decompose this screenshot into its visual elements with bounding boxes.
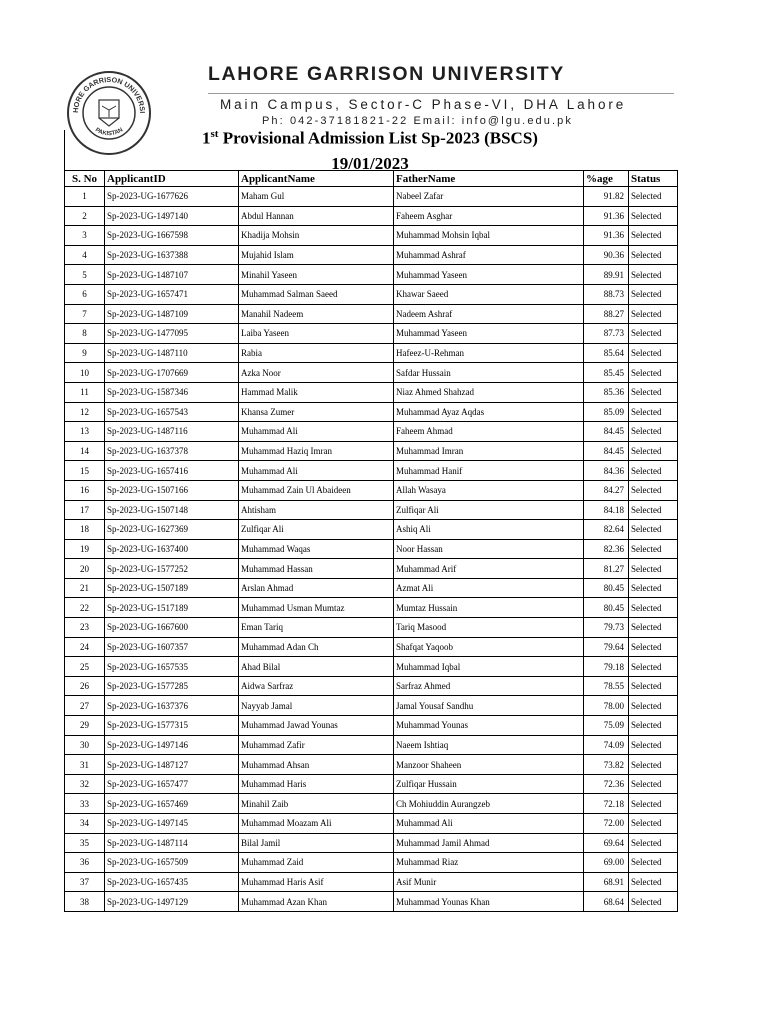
table-row xyxy=(65,618,678,638)
logo-arc-text: HORE GARRISON UNIVERSI xyxy=(70,74,148,114)
cell-sno: 37 xyxy=(65,872,105,892)
cell-status: Selected xyxy=(629,794,678,814)
cell-applicant-id: Sp-2023-UG-1657469 xyxy=(105,794,239,814)
header-status: Status xyxy=(629,171,678,187)
cell-father-name: Zulfiqar Hussain xyxy=(394,774,584,794)
cell-applicant-name: Manahil Nadeem xyxy=(239,304,394,324)
table-row xyxy=(65,657,678,677)
cell-status: Selected xyxy=(629,559,678,579)
cell-applicant-id: Sp-2023-UG-1497129 xyxy=(105,892,239,912)
table-row xyxy=(65,245,678,265)
cell-applicant-id: Sp-2023-UG-1607357 xyxy=(105,637,239,657)
cell-applicant-id: Sp-2023-UG-1657435 xyxy=(105,872,239,892)
cell-percentage: 79.73 xyxy=(584,618,629,638)
cell-applicant-id: Sp-2023-UG-1677626 xyxy=(105,187,239,207)
cell-applicant-name: Azka Noor xyxy=(239,363,394,383)
cell-father-name: Zulfiqar Ali xyxy=(394,500,584,520)
cell-percentage: 78.00 xyxy=(584,696,629,716)
cell-sno: 13 xyxy=(65,422,105,442)
cell-father-name: Azmat Ali xyxy=(394,578,584,598)
cell-percentage: 79.64 xyxy=(584,637,629,657)
table-row xyxy=(65,441,678,461)
cell-father-name: Asif Munir xyxy=(394,872,584,892)
document-date: 19/01/2023 xyxy=(331,154,409,173)
cell-applicant-name: Muhammad Waqas xyxy=(239,539,394,559)
cell-percentage: 90.36 xyxy=(584,245,629,265)
cell-status: Selected xyxy=(629,637,678,657)
cell-status: Selected xyxy=(629,226,678,246)
cell-father-name: Sarfraz Ahmed xyxy=(394,676,584,696)
header-applicant-id: ApplicantID xyxy=(105,171,239,187)
cell-sno: 26 xyxy=(65,676,105,696)
table-row xyxy=(65,206,678,226)
cell-applicant-name: Eman Tariq xyxy=(239,618,394,638)
cell-sno: 33 xyxy=(65,794,105,814)
cell-status: Selected xyxy=(629,441,678,461)
cell-sno: 18 xyxy=(65,520,105,540)
table-row xyxy=(65,814,678,834)
cell-applicant-name: Muhammad Ahsan xyxy=(239,755,394,775)
cell-applicant-name: Ahad Bilal xyxy=(239,657,394,677)
cell-status: Selected xyxy=(629,833,678,853)
cell-father-name: Hafeez-U-Rehman xyxy=(394,343,584,363)
cell-applicant-name: Aidwa Sarfraz xyxy=(239,676,394,696)
table-row xyxy=(65,578,678,598)
cell-percentage: 68.64 xyxy=(584,892,629,912)
cell-applicant-id: Sp-2023-UG-1487107 xyxy=(105,265,239,285)
cell-sno: 1 xyxy=(65,187,105,207)
cell-sno: 6 xyxy=(65,284,105,304)
cell-percentage: 85.64 xyxy=(584,343,629,363)
cell-applicant-id: Sp-2023-UG-1497146 xyxy=(105,735,239,755)
cell-sno: 29 xyxy=(65,716,105,736)
cell-applicant-id: Sp-2023-UG-1487116 xyxy=(105,422,239,442)
cell-status: Selected xyxy=(629,402,678,422)
table-row xyxy=(65,304,678,324)
cell-percentage: 85.36 xyxy=(584,382,629,402)
cell-status: Selected xyxy=(629,304,678,324)
cell-percentage: 69.64 xyxy=(584,833,629,853)
cell-father-name: Tariq Masood xyxy=(394,618,584,638)
cell-status: Selected xyxy=(629,520,678,540)
cell-father-name: Muhammad Jamil Ahmad xyxy=(394,833,584,853)
university-name: LAHORE GARRISON UNIVERSITY xyxy=(208,63,565,85)
table-row xyxy=(65,735,678,755)
cell-applicant-id: Sp-2023-UG-1487110 xyxy=(105,343,239,363)
table-header-row xyxy=(65,171,678,187)
cell-sno: 19 xyxy=(65,539,105,559)
cell-sno: 15 xyxy=(65,461,105,481)
cell-status: Selected xyxy=(629,539,678,559)
cell-father-name: Muhammad Ashraf xyxy=(394,245,584,265)
table-row xyxy=(65,402,678,422)
table-row xyxy=(65,833,678,853)
cell-status: Selected xyxy=(629,206,678,226)
cell-applicant-id: Sp-2023-UG-1517189 xyxy=(105,598,239,618)
cell-applicant-id: Sp-2023-UG-1657509 xyxy=(105,853,239,873)
cell-applicant-name: Muhammad Adan Ch xyxy=(239,637,394,657)
cell-sno: 11 xyxy=(65,382,105,402)
cell-father-name: Muhammad Mohsin Iqbal xyxy=(394,226,584,246)
table-row xyxy=(65,892,678,912)
table-row xyxy=(65,755,678,775)
cell-applicant-name: Bilal Jamil xyxy=(239,833,394,853)
cell-applicant-id: Sp-2023-UG-1487114 xyxy=(105,833,239,853)
table-row xyxy=(65,598,678,618)
admission-table xyxy=(64,170,678,912)
cell-status: Selected xyxy=(629,892,678,912)
campus-address: Main Campus, Sector-C Phase-VI, DHA Lahore xyxy=(220,97,627,112)
cell-father-name: Muhammad Imran xyxy=(394,441,584,461)
cell-applicant-id: Sp-2023-UG-1657471 xyxy=(105,284,239,304)
cell-percentage: 88.27 xyxy=(584,304,629,324)
cell-status: Selected xyxy=(629,657,678,677)
cell-sno: 25 xyxy=(65,657,105,677)
cell-percentage: 82.64 xyxy=(584,520,629,540)
cell-sno: 14 xyxy=(65,441,105,461)
cell-percentage: 84.27 xyxy=(584,480,629,500)
cell-sno: 12 xyxy=(65,402,105,422)
cell-applicant-name: Muhammad Hassan xyxy=(239,559,394,579)
cell-father-name: Muhammad Yaseen xyxy=(394,265,584,285)
cell-father-name: Mumtaz Hussain xyxy=(394,598,584,618)
cell-sno: 3 xyxy=(65,226,105,246)
cell-status: Selected xyxy=(629,422,678,442)
cell-applicant-id: Sp-2023-UG-1637378 xyxy=(105,441,239,461)
cell-sno: 38 xyxy=(65,892,105,912)
cell-father-name: Faheem Asghar xyxy=(394,206,584,226)
cell-applicant-name: Muhammad Salman Saeed xyxy=(239,284,394,304)
cell-father-name: Safdar Hussain xyxy=(394,363,584,383)
cell-applicant-name: Muhammad Haris xyxy=(239,774,394,794)
cell-status: Selected xyxy=(629,814,678,834)
cell-status: Selected xyxy=(629,187,678,207)
cell-sno: 24 xyxy=(65,637,105,657)
table-row xyxy=(65,382,678,402)
cell-sno: 21 xyxy=(65,578,105,598)
cell-applicant-name: Muhammad Zafir xyxy=(239,735,394,755)
table-row xyxy=(65,676,678,696)
cell-applicant-name: Rabia xyxy=(239,343,394,363)
cell-applicant-name: Muhammad Zaid xyxy=(239,853,394,873)
cell-applicant-id: Sp-2023-UG-1507189 xyxy=(105,578,239,598)
table-row xyxy=(65,637,678,657)
cell-applicant-id: Sp-2023-UG-1657535 xyxy=(105,657,239,677)
cell-applicant-name: Ahtisham xyxy=(239,500,394,520)
table-row xyxy=(65,539,678,559)
cell-applicant-name: Hammad Malik xyxy=(239,382,394,402)
logo-sub-text: PAKISTAN xyxy=(93,127,125,138)
cell-applicant-id: Sp-2023-UG-1627369 xyxy=(105,520,239,540)
cell-applicant-name: Abdul Hannan xyxy=(239,206,394,226)
cell-applicant-id: Sp-2023-UG-1637388 xyxy=(105,245,239,265)
cell-percentage: 74.09 xyxy=(584,735,629,755)
cell-applicant-id: Sp-2023-UG-1657477 xyxy=(105,774,239,794)
cell-father-name: Allah Wasaya xyxy=(394,480,584,500)
cell-father-name: Muhammad Younas Khan xyxy=(394,892,584,912)
cell-applicant-name: Mujahid Islam xyxy=(239,245,394,265)
cell-father-name: Muhammad Ayaz Aqdas xyxy=(394,402,584,422)
contact-info: Ph: 042-37181821-22 Email: info@lgu.edu.pk xyxy=(262,115,573,127)
cell-father-name: Muhammad Iqbal xyxy=(394,657,584,677)
cell-percentage: 69.00 xyxy=(584,853,629,873)
cell-status: Selected xyxy=(629,363,678,383)
cell-percentage: 80.45 xyxy=(584,578,629,598)
cell-father-name: Ashiq Ali xyxy=(394,520,584,540)
cell-percentage: 84.45 xyxy=(584,441,629,461)
cell-applicant-name: Khadija Mohsin xyxy=(239,226,394,246)
cell-applicant-name: Arslan Ahmad xyxy=(239,578,394,598)
cell-applicant-id: Sp-2023-UG-1497145 xyxy=(105,814,239,834)
cell-applicant-id: Sp-2023-UG-1497140 xyxy=(105,206,239,226)
cell-percentage: 78.55 xyxy=(584,676,629,696)
cell-percentage: 84.36 xyxy=(584,461,629,481)
cell-sno: 31 xyxy=(65,755,105,775)
cell-father-name: Noor Hassan xyxy=(394,539,584,559)
cell-status: Selected xyxy=(629,618,678,638)
table-row xyxy=(65,265,678,285)
cell-applicant-id: Sp-2023-UG-1577315 xyxy=(105,716,239,736)
cell-father-name: Khawar Saeed xyxy=(394,284,584,304)
cell-percentage: 79.18 xyxy=(584,657,629,677)
cell-applicant-name: Minahil Zaib xyxy=(239,794,394,814)
cell-sno: 7 xyxy=(65,304,105,324)
cell-applicant-name: Muhammad Haziq Imran xyxy=(239,441,394,461)
table-row xyxy=(65,872,678,892)
cell-father-name: Muhammad Arif xyxy=(394,559,584,579)
table-row xyxy=(65,422,678,442)
cell-percentage: 72.18 xyxy=(584,794,629,814)
table-row xyxy=(65,324,678,344)
cell-applicant-id: Sp-2023-UG-1637400 xyxy=(105,539,239,559)
cell-applicant-name: Muhammad Ali xyxy=(239,422,394,442)
cell-applicant-id: Sp-2023-UG-1707669 xyxy=(105,363,239,383)
cell-father-name: Muhammad Yaseen xyxy=(394,324,584,344)
cell-applicant-id: Sp-2023-UG-1507166 xyxy=(105,480,239,500)
cell-applicant-id: Sp-2023-UG-1477095 xyxy=(105,324,239,344)
cell-applicant-name: Muhammad Usman Mumtaz xyxy=(239,598,394,618)
cell-status: Selected xyxy=(629,676,678,696)
cell-status: Selected xyxy=(629,774,678,794)
cell-sno: 32 xyxy=(65,774,105,794)
cell-applicant-id: Sp-2023-UG-1667598 xyxy=(105,226,239,246)
cell-status: Selected xyxy=(629,853,678,873)
cell-sno: 36 xyxy=(65,853,105,873)
cell-percentage: 87.73 xyxy=(584,324,629,344)
table-row xyxy=(65,461,678,481)
cell-sno: 10 xyxy=(65,363,105,383)
cell-father-name: Nabeel Zafar xyxy=(394,187,584,207)
table-row xyxy=(65,716,678,736)
cell-father-name: Manzoor Shaheen xyxy=(394,755,584,775)
cell-applicant-name: Zulfiqar Ali xyxy=(239,520,394,540)
cell-sno: 22 xyxy=(65,598,105,618)
cell-percentage: 85.09 xyxy=(584,402,629,422)
cell-status: Selected xyxy=(629,265,678,285)
table-row xyxy=(65,794,678,814)
title-text: Provisional Admission List Sp-2023 (BSCS) xyxy=(218,128,538,148)
cell-status: Selected xyxy=(629,245,678,265)
cell-father-name: Muhammad Younas xyxy=(394,716,584,736)
cell-percentage: 73.82 xyxy=(584,755,629,775)
cell-father-name: Nadeem Ashraf xyxy=(394,304,584,324)
cell-applicant-name: Muhammad Azan Khan xyxy=(239,892,394,912)
cell-applicant-id: Sp-2023-UG-1587346 xyxy=(105,382,239,402)
table-row xyxy=(65,500,678,520)
cell-percentage: 82.36 xyxy=(584,539,629,559)
cell-father-name: Muhammad Hanif xyxy=(394,461,584,481)
table-row xyxy=(65,774,678,794)
cell-sno: 9 xyxy=(65,343,105,363)
cell-percentage: 81.27 xyxy=(584,559,629,579)
cell-father-name: Niaz Ahmed Shahzad xyxy=(394,382,584,402)
cell-percentage: 68.91 xyxy=(584,872,629,892)
cell-father-name: Shafqat Yaqoob xyxy=(394,637,584,657)
cell-applicant-id: Sp-2023-UG-1507148 xyxy=(105,500,239,520)
cell-sno: 35 xyxy=(65,833,105,853)
cell-applicant-name: Maham Gul xyxy=(239,187,394,207)
document-title xyxy=(64,128,676,149)
cell-applicant-id: Sp-2023-UG-1657543 xyxy=(105,402,239,422)
title-ordinal-suffix: st xyxy=(210,128,219,140)
cell-percentage: 89.91 xyxy=(584,265,629,285)
cell-applicant-id: Sp-2023-UG-1657416 xyxy=(105,461,239,481)
cell-father-name: Faheem Ahmad xyxy=(394,422,584,442)
table-row xyxy=(65,343,678,363)
cell-applicant-name: Minahil Yaseen xyxy=(239,265,394,285)
cell-applicant-name: Muhammad Ali xyxy=(239,461,394,481)
cell-sno: 2 xyxy=(65,206,105,226)
header-applicant-name: ApplicantName xyxy=(239,171,394,187)
cell-applicant-id: Sp-2023-UG-1577252 xyxy=(105,559,239,579)
cell-applicant-name: Nayyab Jamal xyxy=(239,696,394,716)
cell-applicant-name: Muhammad Haris Asif xyxy=(239,872,394,892)
cell-status: Selected xyxy=(629,755,678,775)
table-row xyxy=(65,559,678,579)
table-row xyxy=(65,226,678,246)
cell-status: Selected xyxy=(629,500,678,520)
cell-status: Selected xyxy=(629,382,678,402)
table-row xyxy=(65,363,678,383)
cell-applicant-id: Sp-2023-UG-1637376 xyxy=(105,696,239,716)
table-row xyxy=(65,480,678,500)
cell-applicant-name: Muhammad Moazam Ali xyxy=(239,814,394,834)
cell-status: Selected xyxy=(629,284,678,304)
cell-applicant-id: Sp-2023-UG-1667600 xyxy=(105,618,239,638)
cell-status: Selected xyxy=(629,461,678,481)
cell-sno: 20 xyxy=(65,559,105,579)
cell-status: Selected xyxy=(629,735,678,755)
cell-percentage: 85.45 xyxy=(584,363,629,383)
cell-status: Selected xyxy=(629,480,678,500)
cell-sno: 30 xyxy=(65,735,105,755)
cell-percentage: 75.09 xyxy=(584,716,629,736)
cell-father-name: Jamal Yousaf Sandhu xyxy=(394,696,584,716)
cell-percentage: 84.18 xyxy=(584,500,629,520)
header-divider xyxy=(208,93,674,94)
cell-percentage: 72.36 xyxy=(584,774,629,794)
cell-sno: 8 xyxy=(65,324,105,344)
cell-status: Selected xyxy=(629,598,678,618)
header-percentage: %age xyxy=(584,171,629,187)
cell-status: Selected xyxy=(629,872,678,892)
table-row xyxy=(65,696,678,716)
cell-status: Selected xyxy=(629,716,678,736)
cell-sno: 5 xyxy=(65,265,105,285)
cell-applicant-id: Sp-2023-UG-1487109 xyxy=(105,304,239,324)
table-row xyxy=(65,520,678,540)
cell-status: Selected xyxy=(629,578,678,598)
cell-sno: 23 xyxy=(65,618,105,638)
cell-father-name: Muhammad Riaz xyxy=(394,853,584,873)
cell-sno: 4 xyxy=(65,245,105,265)
cell-percentage: 91.36 xyxy=(584,226,629,246)
cell-status: Selected xyxy=(629,343,678,363)
cell-father-name: Naeem Ishtiaq xyxy=(394,735,584,755)
cell-applicant-id: Sp-2023-UG-1487127 xyxy=(105,755,239,775)
cell-applicant-name: Muhammad Jawad Younas xyxy=(239,716,394,736)
cell-sno: 34 xyxy=(65,814,105,834)
title-ordinal: 1 xyxy=(202,128,211,148)
header-sno: S. No xyxy=(65,171,105,187)
cell-percentage: 72.00 xyxy=(584,814,629,834)
cell-sno: 17 xyxy=(65,500,105,520)
table-row xyxy=(65,853,678,873)
header-father-name: FatherName xyxy=(394,171,584,187)
table-row xyxy=(65,284,678,304)
cell-sno: 27 xyxy=(65,696,105,716)
cell-father-name: Ch Mohiuddin Aurangzeb xyxy=(394,794,584,814)
cell-percentage: 91.82 xyxy=(584,187,629,207)
table-row xyxy=(65,187,678,207)
cell-status: Selected xyxy=(629,696,678,716)
cell-percentage: 88.73 xyxy=(584,284,629,304)
cell-applicant-name: Muhammad Zain Ul Abaideen xyxy=(239,480,394,500)
cell-applicant-name: Khansa Zumer xyxy=(239,402,394,422)
cell-applicant-name: Laiba Yaseen xyxy=(239,324,394,344)
cell-percentage: 84.45 xyxy=(584,422,629,442)
cell-sno: 16 xyxy=(65,480,105,500)
cell-father-name: Muhammad Ali xyxy=(394,814,584,834)
cell-percentage: 80.45 xyxy=(584,598,629,618)
cell-status: Selected xyxy=(629,324,678,344)
cell-percentage: 91.36 xyxy=(584,206,629,226)
cell-applicant-id: Sp-2023-UG-1577285 xyxy=(105,676,239,696)
